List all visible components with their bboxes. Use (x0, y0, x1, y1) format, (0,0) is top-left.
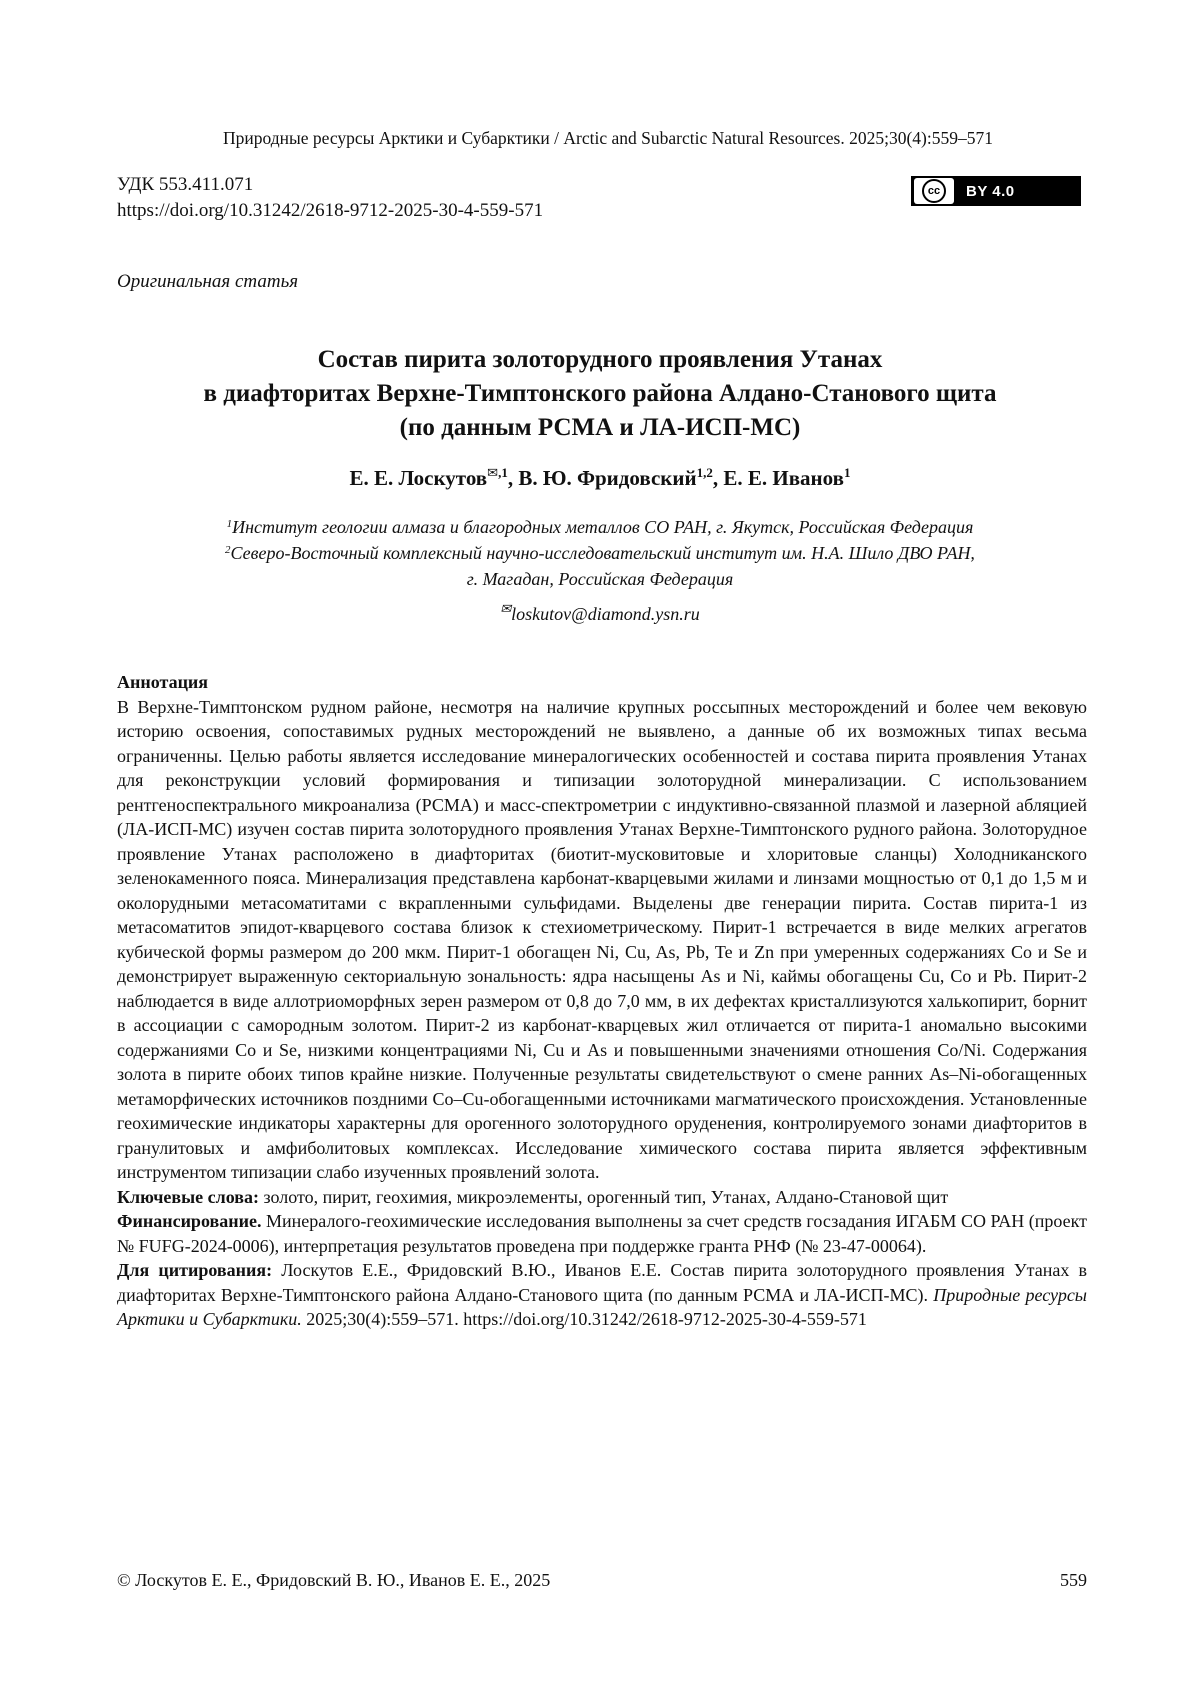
doi-link[interactable]: https://doi.org/10.31242/2618-9712-2025-30-4-559-571 (117, 200, 544, 221)
title-line-3: (по данным РСМА и ЛА-ИСП-МС) (399, 414, 801, 441)
article-type: Оригинальная статья (117, 271, 299, 292)
article-title (90, 343, 1110, 445)
email-text[interactable]: loskutov@diamond.ysn.ru (511, 604, 700, 624)
abstract-body: В Верхне-Тимптонском рудном районе, несмотря на наличие крупных россыпных месторождений и более чем вековую историю освоения, сопоставимых рудных месторождений не выявлено, а данные об их возможных типах весьма ограниченны. Целью работы является исследование минералогических особенностей и состава пирита проявления Утанах для реконструкции условий формирования и типизации золоторудной минерализации. С использованием рентгеноспектрального микроанализа (РСМА) и масс-спектрометрии с индуктивно-связанной плазмой и лазерной абляцией (ЛА-ИСП-МС) изучен состав пирита золоторудного проявления Утанах Верхне-Тимптонского рудного района. Золоторудное проявление Утанах расположено в диафторитах (биотит-мусковитовые и хлоритовые сланцы) Холодниканского зеленокаменного пояса. Минерализация представлена карбонат-кварцевыми жилами и линзами мощностью от 0,1 до 1,5 м и околорудными метасоматитами с вкрапленными сульфидами. Выделены две генерации пирита. Состав пирита-1 из метасоматитов эпидот-кварцевого состава близок к стехиометрическому. Пирит-1 встречается в виде мелких агрегатов кубической формы размером до 200 мкм. Пирит-1 обогащен Ni, Cu, As, Pb, Te и Zn при умеренных содержаниях Co и Se и демонстрирует выраженную секториальную зональность: ядра насыщены As и Ni, каймы обогащены Cu, Co и Pb. Пирит-2 наблюдается в виде аллотриоморфных зерен размером от 0,8 до 7,0 мм, в их дефектах кристаллизуются халькопирит, борнит в ассоциации с самородным золотом. Пирит-2 из карбонат-кварцевых жил отличается от пирита-1 аномально высокими содержаниями Co и Se, низкими концентрациями Ni, Cu и As и повышенными значениями отношения Co/Ni. Содержания золота в пирите обоих типов крайне низкие. Полученные результаты свидетельствуют о смене ранних As–Ni-обогащенных метаморфических источников поздними Co–Cu-обогащенными источниками магматического происхождения. Установленные геохимические индикаторы характерны для орогенного золоторудного оруденения, контролируемого зонами диафторитов в гранулитовых и амфиболитовых комплексах. Исследование химического состава пирита является эффективным инструментом типизации слабо изученных проявлений золота. (117, 696, 1087, 1182)
affiliation-num: 1 (226, 518, 233, 530)
affiliation-text: г. Магадан, Российская Федерация (466, 569, 734, 589)
citation-label: Для цитирования: (117, 1260, 273, 1280)
citation-text: Лоскутов Е.Е., Фридовский В.Ю., Иванов Е.Е. Состав пирита золоторудного проявления Утанах в диафторитах Верхне-Тимптонского района Алдано-Станового щита (по данным РСМА и ЛА-ИСП-МС). (117, 1260, 1087, 1305)
author-name: Е. Е. Лоскутов (349, 466, 488, 490)
keywords-label: Ключевые слова: (117, 1186, 259, 1207)
abstract-section (117, 670, 1087, 1332)
title-line-1: Состав пирита золоторудного проявления Утанах (317, 346, 883, 373)
corresponding-email[interactable] (90, 601, 1110, 625)
affiliation-num: 2 (225, 544, 231, 556)
envelope-icon: ✉ (500, 601, 512, 616)
footer-copyright: © Лоскутов Е. Е., Фридовский В. Ю., Иванов Е. Е., 2025 (117, 1570, 551, 1590)
funding-label: Финансирование. (117, 1211, 262, 1231)
author-name: В. Ю. Фридовский (518, 466, 697, 490)
cc-logo-icon (914, 178, 954, 204)
affiliation-1 (90, 514, 1110, 540)
author-list: Е. Е. Лоскутов$^{✉,1}$, В. Ю. Фридовский$^{1,2}$, Е. Е. Иванов$^1$ (349, 465, 851, 490)
keywords-text: золото, пирит, геохимия, микроэлементы, орогенный тип, Утанах, Алдано-Становой щит (263, 1186, 949, 1207)
affiliation-text: Институт геологии алмаза и благородных металлов СО РАН, г. Якутск, Российская Федерация (232, 517, 974, 537)
author-name: Е. Е. Иванов (723, 466, 844, 490)
journal-citation-header: Природные ресурсы Арктики и Субарктики / Arctic and Subarctic Natural Resources. 2025;30(4):559–571 (222, 128, 993, 148)
author-sup: 1 (843, 465, 851, 480)
cc-license-badge[interactable] (911, 176, 1081, 206)
author-sup: ,1 (498, 465, 508, 480)
page-number: 559 (1060, 1570, 1087, 1590)
funding (117, 1209, 1087, 1258)
keywords (117, 1185, 1087, 1210)
title-line-2: в диафторитах Верхне-Тимптонского района Алдано-Станового щита (203, 380, 997, 407)
abstract-heading: Аннотация (117, 672, 209, 692)
affiliation-2-city (90, 566, 1110, 592)
citation-journal: Природные ресурсы Арктики и Субарктики. (117, 1284, 1087, 1329)
funding-text: Минералого-геохимические исследования выполнены за счет средств госзадания ИГАБМ СО РАН (проект № FUFG-2024-0006), интерпретация результатов проведена при поддержке гранта РНФ (№ 23-47-00064). (117, 1211, 1088, 1256)
envelope-icon: ✉ (487, 465, 499, 480)
udk-code: УДК 553.411.071 (117, 174, 254, 195)
affiliation-2 (90, 540, 1110, 566)
affiliations (90, 514, 1110, 592)
author-sup: 1,2 (696, 465, 713, 480)
affiliation-text: Северо-Восточный комплексный научно-исследовательский институт им. Н.А. Шило ДВО РАН, (230, 543, 975, 563)
cc-circle-icon: cc (922, 179, 946, 203)
citation (117, 1258, 1087, 1332)
citation-tail[interactable]: 2025;30(4):559–571. https://doi.org/10.31242/2618-9712-2025-30-4-559-571 (306, 1309, 867, 1329)
cc-license-label: BY 4.0 (966, 182, 1015, 200)
